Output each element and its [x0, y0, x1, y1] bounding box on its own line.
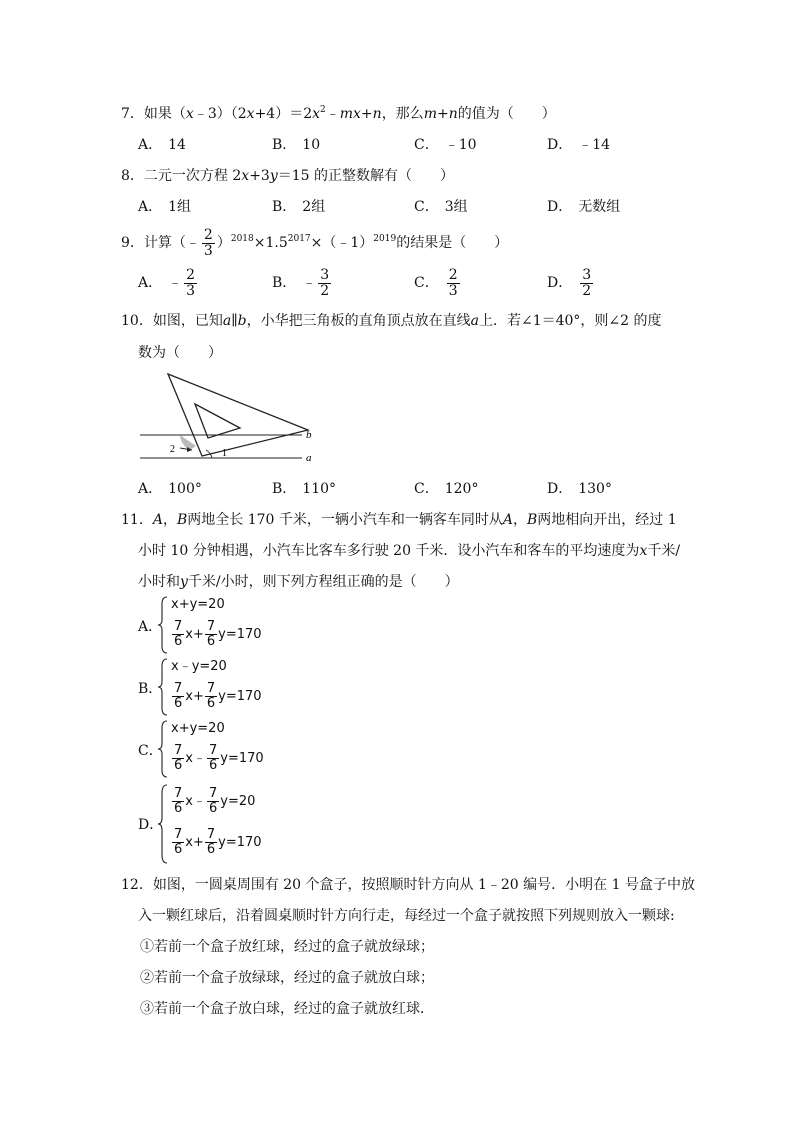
question-8-options: [138, 197, 698, 219]
question-number: 12．: [121, 877, 153, 893]
question-8-stem: 8．二元一次方程 2x+3y＝15 的正整数解有（ ）: [121, 168, 455, 184]
question-11-stem-line1: 11．A，B两地全长 170 千米，一辆小汽车和一辆客车同时从A，B两地相向开出，经过 1: [121, 512, 677, 528]
option-b[interactable]: B． 110°: [272, 481, 337, 497]
option-a[interactable]: A． x+y=20 $\frac{7}{6}$ x+ $\frac{7}{6}$ y=170: [138, 596, 298, 654]
option-d[interactable]: D． $\frac{7}{6}$ x﹣ $\frac{7}{6}$ y=20 $\frac{7}{6}$ x+ $\frac{7}{6}$ y=170: [138, 784, 298, 864]
option-a[interactable]: A． 1组: [138, 199, 192, 215]
option-b[interactable]: B． ﹣ $\frac{3}{2}$: [272, 266, 330, 299]
label-angle-1: 1: [222, 448, 227, 459]
option-b[interactable]: B． x﹣y=20 $\frac{7}{6}$ x+ $\frac{7}{6}$ y=170: [138, 658, 298, 716]
brace-icon: [158, 658, 168, 716]
triangle-inner: [195, 404, 240, 438]
question-number: 11．: [121, 512, 153, 528]
fraction: $\frac{2}{3}$: [203, 226, 213, 259]
question-number: 9．: [121, 235, 144, 251]
label-b: b: [306, 429, 312, 441]
label-a: a: [306, 452, 312, 464]
question-7-options: [138, 135, 698, 157]
option-b[interactable]: B． 2组: [272, 199, 326, 215]
option-c[interactable]: C． $\frac{2}{3}$: [414, 266, 458, 299]
question-10-stem: 10．如图，已知a∥b，小华把三角板的直角顶点放在直线a上．若∠1＝40°，则∠2 的度: [121, 313, 662, 329]
rule-3: ③若前一个盒子放白球，经过的盒子就放红球．: [140, 1001, 434, 1017]
question-12-stem-line1: 12．如图，一圆桌周围有 20 个盒子，按照顺时针方向从 1﹣20 编号．小明在 1 号盒子中放: [121, 877, 695, 893]
option-c[interactable]: C． x+y=20 $\frac{7}{6}$ x﹣ $\frac{7}{6}$ y=170: [138, 720, 298, 778]
question-12-stem-line2: 入一颗红球后，沿着圆桌顺时针方向行走，每经过一个盒子就按照下列规则放入一颗球:: [138, 908, 675, 924]
option-c[interactable]: C． 3组: [414, 199, 468, 215]
option-c[interactable]: C． 120°: [414, 481, 479, 497]
question-number: 8．: [121, 168, 144, 184]
option-c[interactable]: C． ﹣10: [414, 137, 477, 153]
option-a[interactable]: A． ﹣ $\frac{2}{3}$: [138, 266, 196, 299]
question-number: 7．: [121, 106, 144, 122]
brace-icon: [158, 596, 168, 654]
brace-icon: [158, 784, 168, 864]
option-d[interactable]: D． 无数组: [547, 199, 621, 215]
option-d[interactable]: D． 130°: [547, 481, 612, 497]
option-a[interactable]: A． 100°: [138, 481, 202, 497]
question-7-stem: 7．如果$(x﹣3)(2x+4)=2x^2﹣mx+n$，那么m+n的值为（ ）: [121, 105, 556, 122]
question-9-stem: 9．计算（﹣ $\frac{2}{3}$ ）$^{2018}\times 1.5^{2017}\times(﹣1)^{2019}$的结果是（ ）: [121, 226, 509, 259]
question-number: 10．: [121, 313, 153, 329]
question-10-options: [138, 479, 698, 501]
question-9-options: [138, 266, 698, 302]
triangle-ruler-figure: [130, 370, 330, 466]
option-d[interactable]: D． $\frac{3}{2}$: [547, 266, 592, 299]
question-11-stem-line2: 小时 10 分钟相遇，小汽车比客车多行驶 20 千米．设小汽车和客车的平均速度为x千米/: [138, 543, 681, 559]
option-d[interactable]: D． ﹣14: [547, 137, 611, 153]
label-angle-2: 2: [170, 444, 175, 455]
brace-icon: [158, 720, 168, 778]
rule-2: ②若前一个盒子放绿球，经过的盒子就放白球；: [140, 970, 434, 986]
question-11-stem-line3: 小时和y千米/小时，则下列方程组正确的是（ ）: [138, 574, 459, 590]
question-10-stem-line2: 数为（ ）: [138, 345, 222, 361]
rule-1: ①若前一个盒子放红球，经过的盒子就放绿球；: [140, 939, 434, 955]
option-b[interactable]: B． 10: [272, 137, 321, 153]
option-a[interactable]: A． 14: [138, 137, 186, 153]
